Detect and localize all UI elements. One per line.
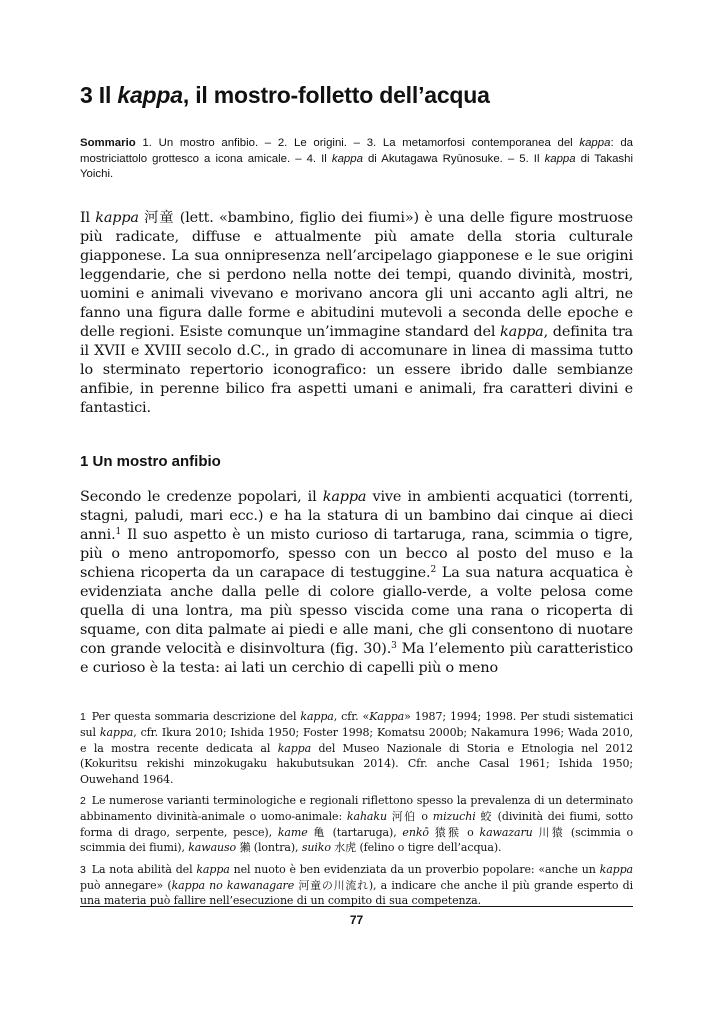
- footnote-number: 3: [80, 863, 86, 876]
- footnote-3: 3 La nota abilità del kappa nel nuoto è ben evidenziata da un proverbio popolare: «anche un kappa può annegare» (kappa no kawanagare 河童の川流れ), a indicare che anche il più grande esperto di una materia può fallire nell’esecuzione di un compito di sua competenza.: [80, 862, 633, 908]
- footnote-number: 2: [80, 795, 86, 808]
- footnote-ref-3[interactable]: 3: [391, 641, 397, 651]
- chapter-title-number: 3 Il: [80, 82, 118, 108]
- footnote-ref-2[interactable]: 2: [430, 565, 437, 575]
- chapter-title-rest: , il mostro-folletto dell’acqua: [182, 82, 490, 108]
- footer-rule: [80, 906, 633, 907]
- footnote-1: 1 Per questa sommaria descrizione del kappa, cfr. «Kappa» 1987; 1994; 1998. Per studi sistematici sul kappa, cfr. Ikura 2010; Ishida 1950; Foster 1998; Komatsu 2000b; Nakamura 1996; Wada 2010, e la mostra recente dedicata al kappa del Museo Nazionale di Storia e Etnologia nel 2012 (Kokuritsu rekishi minzokugaku hakubutsukan 2014). Cfr. anche Casal 1961; Ishida 1950; Ouwehand 1964.: [80, 710, 634, 786]
- chapter-title-italic: kappa: [117, 82, 183, 108]
- intro-paragraph: Il kappa 河童 (lett. «bambino, figlio dei fiumi») è una delle figure mostruose più radicate, diffuse e attualmente più amate della storia culturale giapponese. La sua onnipresenza nell’arcipelago giapponese e le sue origini leggendarie, che si perdono nella notte dei tempi, quando divinità, mostri, uomini e animali vivevano e morivano ancora gli uni accanto agli altri, ne fanno una figura dalle forme e abitudini mutevoli a seconda delle epoche e delle regioni. Esiste comunque un’immagine standard del kappa, definita tra il XVII e XVIII secolo d.C., in grado di accomunare in linea di massima tutto lo sterminato repertorio iconografico: un essere ibrido dalle sembianze anfibie, in perenne bilico fra aspetti umani e animali, fra caratteri divini e fantastici.: [80, 210, 633, 416]
- section-paragraph: Secondo le credenze popolari, il kappa vive in ambienti acquatici (torrenti, stagni, paludi, mari ecc.) e ha la statura di un bambino dai cinque ai dieci anni.$^1$ Il suo aspetto è un misto curioso di tartaruga, rana, scimmia o tigre, più o meno antropomorfo, spesso con un becco al posto del muso e la schiena ricoperta da un carapace di testuggine.$^2$ La sua natura acquatica è evidenziata anche dalla pelle di colore giallo-verde, a volte pelosa come quella di una lontra, ma più spesso viscida come una rana o ricoperta di squame, con dita palmate ai piedi e alle mani, che gli consentono di nuotare con grande velocità e disinvoltura (fig. 30).$^3$ Ma l’elemento più caratteristico e curioso è la testa: ai lati un cerchio di capelli più o meno: [80, 489, 633, 676]
- chapter-title: [80, 80, 633, 110]
- section-heading: 1 Un mostro anfibio: [80, 453, 221, 470]
- summary-label: Sommario: [80, 137, 136, 149]
- chapter-summary: Sommario 1. Un mostro anfibio. – 2. Le origini. – 3. La metamorfosi contemporanea del kappa: da mostriciattolo grottesco a icona amicale. – 4. Il kappa di Akutagawa Ryūnosuke. – 5. Il kappa di Takashi Yoichi.: [80, 137, 633, 180]
- footnote-number: 1: [80, 711, 86, 723]
- footnote-2: 2 Le numerose varianti terminologiche e regionali riflettono spesso la prevalenza di un determinato abbinamento divinità-animale o uomo-animale: kahaku 河伯 o mizuchi 蛟 (divinità dei fiumi, sotto forma di drago, serpente, pesce), kame 亀 (tartaruga), enkō 猿猴 o kawazaru 川猿 (scimmia o scimmia dei fiumi), kawauso 獺 (lontra), suiko 水虎 (felino o tigre dell’acqua).: [80, 794, 634, 855]
- footnote-ref-1[interactable]: 1: [115, 527, 122, 537]
- footnotes: [80, 709, 633, 915]
- page-number: 77: [349, 913, 364, 927]
- page: [80, 0, 633, 1024]
